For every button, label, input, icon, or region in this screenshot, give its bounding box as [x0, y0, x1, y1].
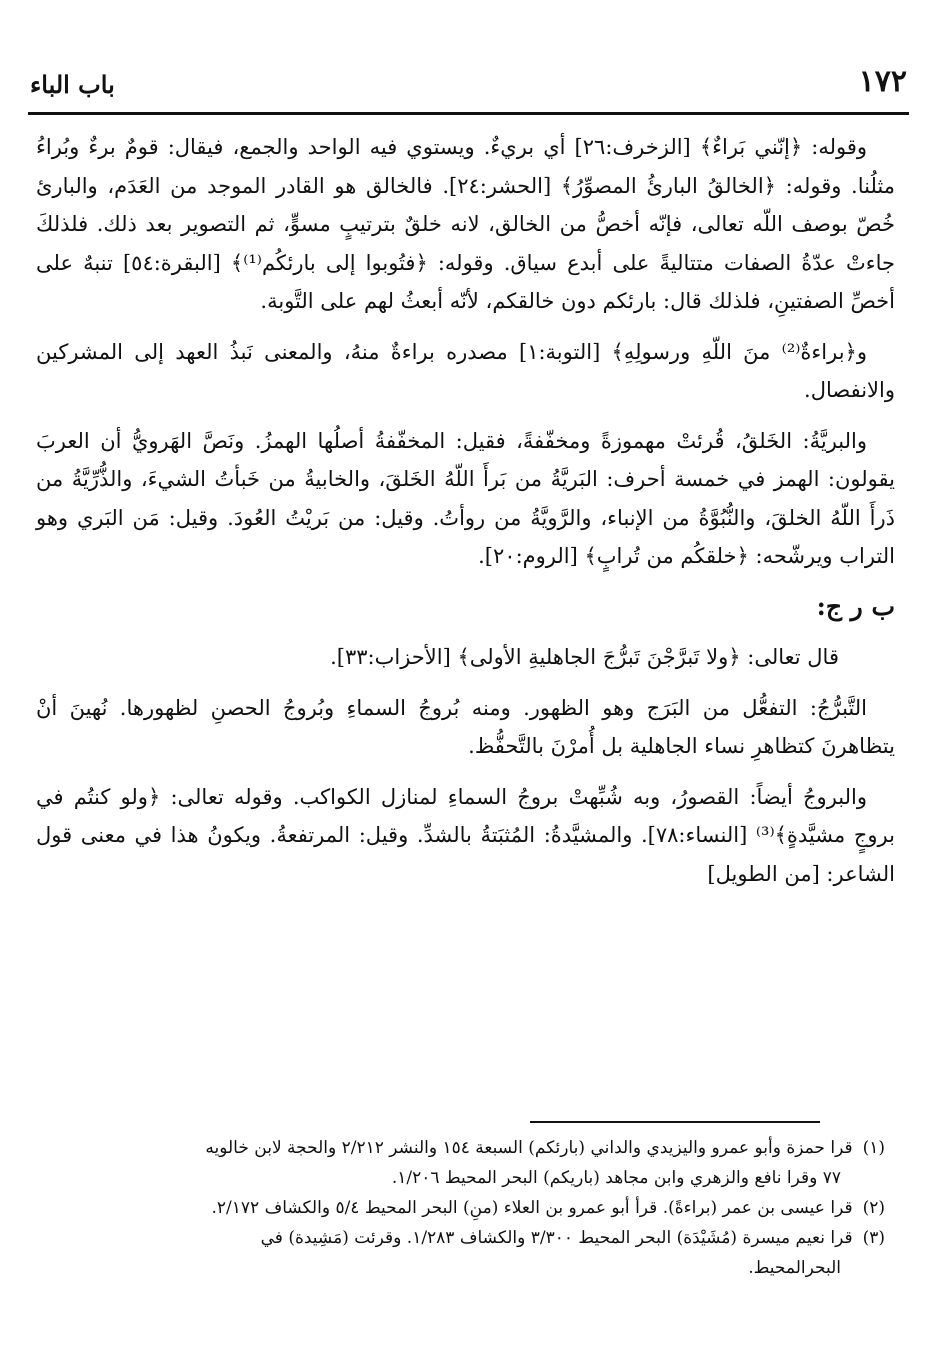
root-heading: ب ر ج: [816, 591, 895, 621]
footnote [36, 1133, 885, 1193]
footnote-number: (٢) [862, 1198, 885, 1218]
footnote-rule [530, 1121, 820, 1123]
paragraph: والبروجُ أيضاً: القصورُ، وبه شُبِّهتْ بروجُ السماءِ لمنازل الكواكب. وقوله تعالى: ﴿ولو كنتُم في بروجٍ مشيَّدةٍ﴾⁽³⁾ [النساء:٧٨]. والمشيَّدةُ: المُثبَتةُ بالشدِّ. وقيل: المرتفعةُ. ويكونُ هذا في معنى قول الشاعر: [من الطويل] [36, 784, 895, 886]
footnote-number: (٣) [862, 1228, 885, 1248]
footnote [36, 1193, 885, 1223]
footnote-text: قرا نعيم ميسرة (مُشَيْدَة) البحر المحيط ٣/٣٠٠ والكشاف ١/٢٨٣. وقرئت (مَشِيدة) في [260, 1228, 853, 1248]
footnote-text: قرا عيسى بن عمر (براءةً). قرأ أبو عمرو بن العلاء (منِ) البحر المحيط ٥/٤ والكشاف ٢/١٧٢. [211, 1198, 853, 1218]
footnote [36, 1223, 885, 1283]
footnote-text: قرا حمزة وأبو عمرو واليزيدي والداني (بارئكم) السبعة ١٥٤ والنشر ٢/٢١٢ والحجة لابن خالويه [205, 1138, 853, 1158]
footnote-text: البحرالمحيط. [748, 1258, 841, 1278]
paragraph: وقوله: ﴿إنّني بَراءٌ﴾ [الزخرف:٢٦] أي بريءٌ. ويستوي فيه الواحد والجمع، فيقال: قومٌ برءٌ وبُراءُ مثلُنا. وقوله: ﴿الخالقُ البارئُ المصوِّرُ﴾ [الحشر:٢٤]. فالخالق هو القادر الموجد من العَدَم، والبارئ خُصّ بوصف اللّه تعالى، فإنّه أخصُّ من الخالق، لانه خلقٌ بترتيبٍ مسوٍّ، ثم التصوير بعد ذلك. فلذلكَ جاءتْ عدّةُ الصفات متتاليةً على أبدع سياق. وقوله: ﴿فتُوبوا إلى بارئكُم⁽¹⁾﴾ [البقرة:٥٤] تنبهٌ على أخصِّ الصفتينِ، فلذلك قال: بارئكم دون خالقكم، لأنّه أبعثُ لهم على التَّوبة. [36, 135, 895, 313]
page-header [30, 60, 907, 110]
paragraph: و﴿براءةٌ⁽²⁾ منَ اللّهِ ورسولِهِ﴾ [التوبة:١] مصدره براءةٌ منهُ، والمعنى نَبذُ العهد إلى المشركين والانفصال. [36, 339, 895, 402]
quranic-quote: قال تعالى: ﴿ولا تَبرَّجْنَ تَبرُّجَ الجاهليةِ الأولى﴾ [الأحزاب:٣٣]. [330, 645, 839, 669]
footnote-number: (١) [862, 1138, 885, 1158]
page-number: ١٧٢ [858, 64, 907, 99]
footnote-text: ٧٧ وقرا نافع والزهري وابن مجاهد (باريكم) البحر المحيط ١/٢٠٦. [391, 1168, 841, 1188]
chapter-title: باب الباء [30, 70, 115, 99]
main-text [36, 128, 895, 899]
header-rule [28, 112, 909, 115]
paragraph: التَّبرُّجُ: التفعُّل من البَرَج وهو الظهور. ومنه بُروجُ السماءِ وبُروجُ الحصنِ لظهورها. نُهينَ أنْ يتظاهرنَ كتظاهرِ نساء الجاهلية بل أُمرْنَ بالتَّحفُّظ. [36, 695, 895, 758]
footnotes [36, 1133, 885, 1283]
paragraph: والبريَّةُ: الخَلقُ، قُرئتْ مهموزةً ومخفّفةً، فقيل: المخفّفةُ أصلُها الهمزُ. ونَصَّ الهَرويُّ أن العربَ يقولون: الهمز في خمسة أحرف: البَريَّةُ من بَرأَ اللّهُ الخَلقَ، والخابيةُ من خَبأتُ الشيءَ، والذُّرِّيَّةُ من ذَرأَ اللّهُ الخلقَ، والنُّبُوَّةُ من الإنباء، والرَّويَّةُ من روأتُ. وقيل: من بَريْتُ العُودَ. وقيل: مَن البَري وهو التراب ويرشّحه: ﴿خلقكُم من تُرابٍ﴾ [الروم:٢٠]. [36, 428, 895, 568]
